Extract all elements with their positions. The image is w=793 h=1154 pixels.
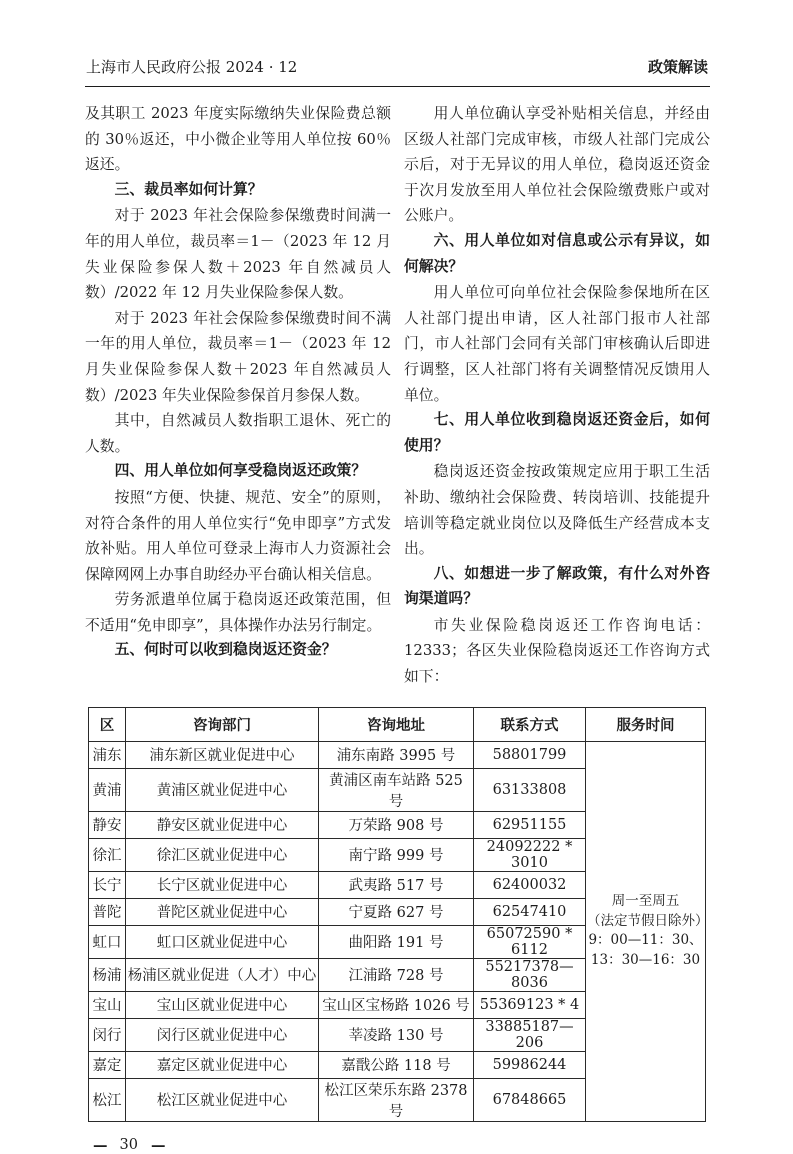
table-cell: 33885187—206 (474, 1018, 586, 1051)
body-paragraph: 市失业保险稳岗返还工作咨询电话：12333；各区失业保险稳岗返还工作咨询方式如下： (404, 616, 710, 686)
table-cell: 浦东新区就业促进中心 (126, 741, 319, 768)
table-cell: 普陀 (89, 898, 126, 925)
table-cell: 松江区荣乐东路 2378 号 (319, 1078, 474, 1121)
service-time-cell (586, 741, 709, 1121)
gazette-title: 上海市人民政府公报 2024 · 12 (86, 58, 298, 76)
body-paragraph: 稳岗返还资金按政策规定应用于职工生活补助、缴纳社会保险费、转岗培训、技能提升培训等稳定就业岗位以及降低生产经营成本支出。 (404, 463, 710, 558)
table-cell: 莘凌路 130 号 (319, 1018, 474, 1051)
table-header-cell: 联系方式 (474, 707, 586, 741)
body-paragraph: 用人单位可向单位社会保险参保地所在区人社部门提出申请，区人社部门报市人社部门，市人社部门会同有关部门审核确认后即进行调整，区人社部门将有关调整情况反馈用人单位。 (404, 284, 710, 404)
table-cell: 南宁路 999 号 (319, 838, 474, 871)
page-number-value: 30 (119, 1137, 138, 1154)
table-cell: 长宁区就业促进中心 (126, 871, 319, 898)
table-header-cell: 咨询地址 (319, 707, 474, 741)
table-cell: 虹口区就业促进中心 (126, 925, 319, 958)
table-cell: 55217378—8036 (474, 958, 586, 991)
contact-table-body (89, 741, 709, 1121)
table-cell: 江浦路 728 号 (319, 958, 474, 991)
contact-table-head (89, 707, 706, 741)
page-number-left-dash: — (93, 1136, 107, 1154)
table-cell: 万荣路 908 号 (319, 811, 474, 838)
table-cell: 58801799 (474, 741, 586, 768)
table-cell: 59986244 (474, 1051, 586, 1078)
table-cell: 曲阳路 191 号 (319, 925, 474, 958)
table-header-cell: 咨询部门 (126, 707, 319, 741)
table-cell: 嘉定 (89, 1051, 126, 1078)
table-cell: 虹口 (89, 925, 126, 958)
section-heading: 四、用人单位如何享受稳岗返还政策？ (114, 463, 367, 480)
table-cell: 浦东南路 3995 号 (319, 741, 474, 768)
right-column (404, 101, 710, 690)
table-cell: 松江 (89, 1078, 126, 1121)
table-cell: 55369123 * 4 (474, 991, 586, 1018)
section-heading: 七、用人单位收到稳岗返还资金后，如何使用？ (404, 412, 710, 454)
body-paragraph: 对于 2023 年社会保险参保缴费时间不满一年的用人单位，裁员率＝1－（2023 年 12 月失业保险参保人数＋2023 年自然减员人数）/2023 年失业保险参保首月参保人数。 (85, 309, 391, 404)
service-time-line: 13：30—16：30 (590, 951, 701, 968)
table-header-row (89, 707, 706, 741)
left-column (85, 101, 391, 690)
table-cell: 24092222 * 3010 (474, 838, 586, 871)
table-cell: 嘉戬公路 118 号 (319, 1051, 474, 1078)
table-cell: 宝山区宝杨路 1026 号 (319, 991, 474, 1018)
table-cell: 黄浦区就业促进中心 (126, 768, 319, 811)
table-cell: 宝山 (89, 991, 126, 1018)
masthead (85, 56, 710, 87)
body-paragraph: 及其职工 2023 年度实际缴纳失业保险费总额的 30％返还，中小微企业等用人单位按 60％返还。 (85, 105, 391, 174)
table-cell: 闵行区就业促进中心 (126, 1018, 319, 1051)
table-cell: 62400032 (474, 871, 586, 898)
body-paragraph: 按照“方便、快捷、规范、安全”的原则，对符合条件的用人单位实行“免申即享”方式发放补贴。用人单位可登录上海市人力资源社会保障网网上办事自助经办平台确认相关信息。 (85, 488, 391, 583)
contact-table (88, 707, 709, 1122)
table-cell: 宁夏路 627 号 (319, 898, 474, 925)
section-label: 政策解读 (647, 58, 708, 76)
body-paragraph: 用人单位确认享受补贴相关信息，并经由区级人社部门完成审核，市级人社部门完成公示后，对于无异议的用人单位，稳岗返还资金于次月发放至用人单位社会保险缴费账户或对公账户。 (404, 105, 710, 225)
table-cell: 杨浦区就业促进（人才）中心 (126, 958, 319, 991)
section-heading: 五、何时可以收到稳岗返还资金？ (114, 642, 337, 659)
table-cell: 黄浦 (89, 768, 126, 811)
page-number (93, 1137, 710, 1154)
table-cell: 嘉定区就业促进中心 (126, 1051, 319, 1078)
section-heading: 八、如想进一步了解政策，有什么对外咨询渠道吗？ (404, 565, 710, 608)
table-cell: 静安区就业促进中心 (126, 811, 319, 838)
service-time-line: （法定节假日除外） (587, 912, 709, 929)
table-cell: 62547410 (474, 898, 586, 925)
two-column-body (85, 101, 710, 690)
service-time-line: 周一至周五 (611, 893, 680, 910)
body-paragraph: 劳务派遣单位属于稳岗返还政策范围，但不适用“免申即享”，具体操作办法另行制定。 (85, 591, 391, 634)
table-header-cell: 区 (89, 707, 126, 741)
service-time-line: 9：00—11：30、 (588, 932, 703, 949)
table-cell: 松江区就业促进中心 (126, 1078, 319, 1121)
table-cell: 67848665 (474, 1078, 586, 1121)
section-heading: 三、裁员率如何计算？ (114, 181, 263, 198)
table-cell: 徐汇区就业促进中心 (126, 838, 319, 871)
section-heading: 六、用人单位如对信息或公示有异议，如何解决？ (404, 232, 710, 275)
body-paragraph: 对于 2023 年社会保险参保缴费时间满一年的用人单位，裁员率＝1－（2023 年 12 月失业保险参保人数＋2023 年自然减员人数）/2022 年 12 月失业保险参保人数。 (85, 207, 391, 302)
table-cell: 63133808 (474, 768, 586, 811)
table-cell: 浦东 (89, 741, 126, 768)
table-cell: 徐汇 (89, 838, 126, 871)
table-cell: 长宁 (89, 871, 126, 898)
table-cell: 62951155 (474, 811, 586, 838)
table-cell: 闵行 (89, 1018, 126, 1051)
table-cell: 静安 (89, 811, 126, 838)
table-cell: 宝山区就业促进中心 (126, 991, 319, 1018)
page-number-right-dash: — (150, 1136, 165, 1154)
page-content (85, 56, 710, 1154)
table-cell: 普陀区就业促进中心 (126, 898, 319, 925)
table-cell: 杨浦 (89, 958, 126, 991)
table-cell: 65072590 * 6112 (474, 925, 586, 958)
table-header-cell: 服务时间 (586, 707, 706, 741)
table-cell: 武夷路 517 号 (319, 871, 474, 898)
body-paragraph: 其中，自然减员人数指职工退休、死亡的人数。 (85, 412, 391, 455)
table-cell: 黄浦区南车站路 525 号 (319, 768, 474, 811)
table-row (89, 741, 706, 768)
